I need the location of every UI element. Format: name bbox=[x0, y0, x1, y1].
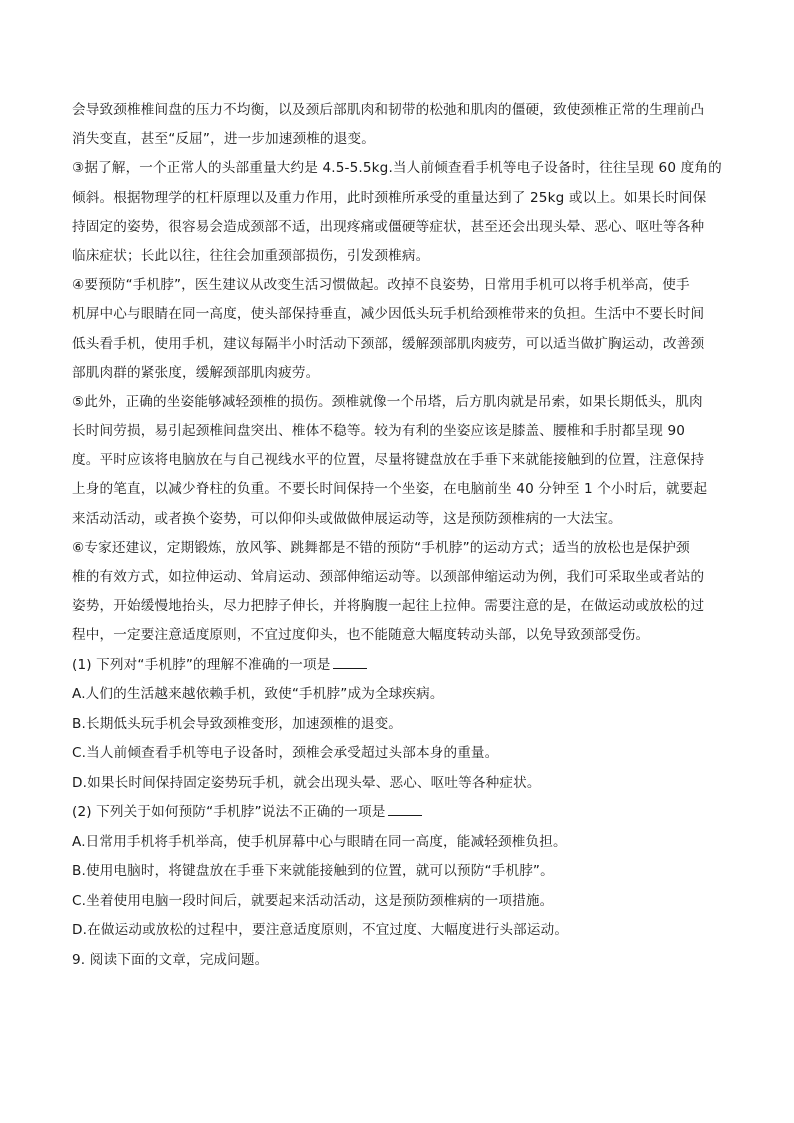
option-b: B.使用电脑时，将键盘放在手垂下来就能接触到的位置，就可以预防“手机脖”。 bbox=[72, 863, 554, 880]
question-stem bbox=[72, 798, 718, 828]
question-stem-text: (1) 下列对“手机脖”的理解不准确的一项是 bbox=[72, 656, 331, 673]
option-c: C.当人前倾查看手机等电子设备时，颈椎会承受超过头部本身的重量。 bbox=[72, 745, 499, 762]
answer-blank[interactable] bbox=[388, 801, 422, 816]
passage-line: 部肌肉群的紧张度，缓解颈部肌肉疲劳。 bbox=[72, 364, 320, 381]
question-stem bbox=[72, 651, 718, 681]
passage-line: 机屏中心与眼睛在同一高度，使头部保持垂直，减少因低头玩手机给颈椎带来的负担。生活中不要长时间 bbox=[72, 306, 705, 323]
passage-line: 来活动活动，或者换个姿势，可以仰仰头或做做伸展运动等，这是预防颈椎病的一大法宝。 bbox=[72, 510, 622, 527]
answer-blank[interactable] bbox=[333, 654, 367, 669]
question-1 bbox=[72, 651, 718, 799]
passage-line: 会导致颈椎椎间盘的压力不均衡，以及颈后部肌肉和韧带的松弛和肌肉的僵硬，致使颈椎正常的生理前凸 bbox=[72, 102, 705, 118]
passage-line: 上身的笔直，以减少脊柱的负重。不要长时间保持一个坐姿，在电脑前坐 40 分钟至 1 个小时后，就要起 bbox=[72, 481, 708, 498]
passage-line: 临床症状；长此以往，往往会加重颈部损伤，引发颈椎病。 bbox=[72, 247, 430, 264]
passage-line: ⑤此外，正确的坐姿能够减轻颈椎的损伤。颈椎就像一个吊塔，后方肌肉就是吊索，如果长期低头，肌肉 bbox=[72, 393, 703, 410]
option-a: A.人们的生活越来越依赖手机，致使“手机脖”成为全球疾病。 bbox=[72, 686, 444, 703]
option-c: C.坐着使用电脑一段时间后，就要起来活动活动，这是预防颈椎病的一项措施。 bbox=[72, 892, 554, 909]
document-page bbox=[72, 96, 722, 975]
question-stem-text: (2) 下列关于如何预防“手机脖”说法不正确的一项是 bbox=[72, 804, 386, 821]
option-a: A.日常用手机将手机举高，使手机屏幕中心与眼睛在同一高度，能减轻颈椎负担。 bbox=[72, 833, 567, 850]
option-d: D.在做运动或放松的过程中，要注意适度原则，不宜过度、大幅度进行头部运动。 bbox=[72, 922, 569, 939]
passage-line: 椎的有效方式，如拉伸运动、耸肩运动、颈部伸缩运动等。以颈部伸缩运动为例，我们可采取坐或者站的 bbox=[72, 569, 705, 585]
passage-line: ⑥专家还建议，定期锻炼，放风筝、跳舞都是不错的预防“手机脖”的运动方式；适当的放松也是保护颈 bbox=[72, 539, 690, 556]
passage-line: 长时间劳损，易引起颈椎间盘突出、椎体不稳等。较为有利的坐姿应该是膝盖、腰椎和手肘都呈现 90 bbox=[72, 423, 686, 440]
next-question-heading: 9. 阅读下面的文章，完成问题。 bbox=[72, 951, 269, 968]
passage-line: 度。平时应该将电脑放在与自己视线水平的位置，尽量将键盘放在手垂下来就能接触到的位置，注意保持 bbox=[72, 452, 705, 469]
option-b: B.长期低头玩手机会导致颈椎变形，加速颈椎的退变。 bbox=[72, 715, 403, 732]
passage-line: ④要预防“手机脖”，医生建议从改变生活习惯做起。改掉不良姿势，日常用手机可以将手机举高，使手 bbox=[72, 277, 690, 294]
passage-line: 倾斜。根据物理学的杠杆原理以及重力作用，此时颈椎所承受的重量达到了 25kg 或以上。如果长时间保 bbox=[72, 189, 707, 206]
passage bbox=[72, 96, 722, 651]
passage-line: 持固定的姿势，很容易会造成颈部不适，出现疼痛或僵硬等症状，甚至还会出现头晕、恶心、呕吐等各种 bbox=[72, 218, 705, 235]
passage-line: 低头看手机，使用手机，建议每隔半小时活动下颈部，缓解颈部肌肉疲劳，可以适当做扩胸运动，改善颈 bbox=[72, 335, 705, 352]
option-d: D.如果长时间保持固定姿势玩手机，就会出现头晕、恶心、呕吐等各种症状。 bbox=[72, 774, 541, 791]
passage-line: 姿势，开始缓慢地抬头，尽力把脖子伸长，并将胸腹一起往上拉伸。需要注意的是，在做运动或放松的过 bbox=[72, 598, 705, 615]
question-2 bbox=[72, 798, 718, 946]
passage-line: 消失变直，甚至“反屈”，进一步加速颈椎的退变。 bbox=[72, 131, 376, 148]
passage-line: ③据了解，一个正常人的头部重量大约是 4.5-5.5kg.当人前倾查看手机等电子设备时，往往呈现 60 度角的 bbox=[72, 160, 722, 177]
passage-line: 程中，一定要注意适度原则，不宜过度仰头，也不能随意大幅度转动头部，以免导致颈部受伤。 bbox=[72, 627, 650, 644]
